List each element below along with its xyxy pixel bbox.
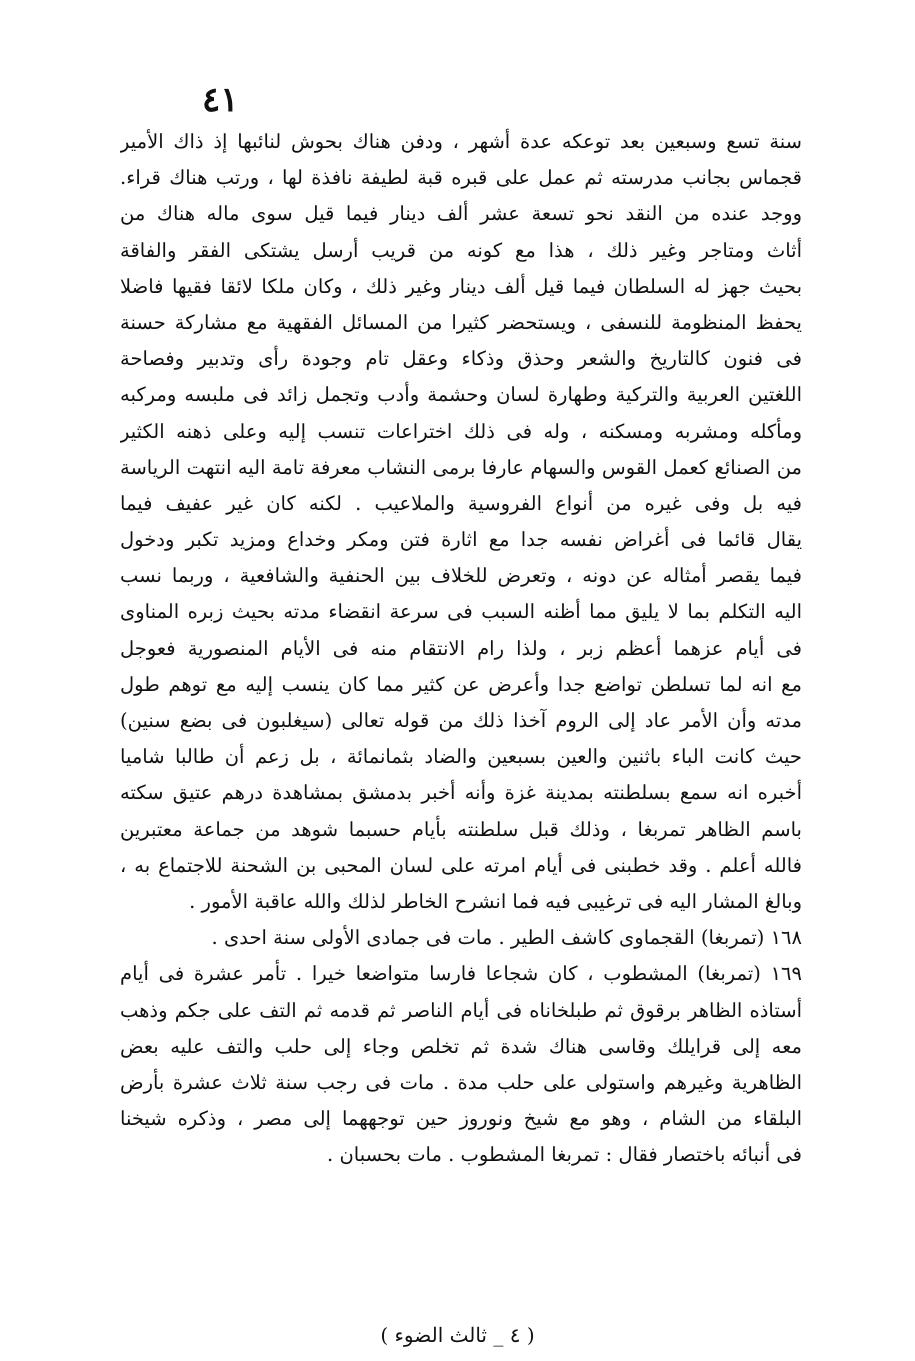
text-line: فى أيام عزهما أعظم زبر ، ولذا رام الانتقام منه فى الأيام المنصورية فعوجل bbox=[120, 636, 802, 660]
text-line: الظاهرية وغيرهم واستولى على حلب مدة . مات فى رجب سنة ثلاث عشرة بأرض bbox=[120, 1070, 802, 1094]
text-line: باسم الظاهر تمربغا ، وذلك قبل سلطنته بأيام حسبما شوهد من جماعة معتبرين bbox=[120, 817, 802, 841]
text-line: أخبره انه سمع بسلطنته بمدينة غزة وأنه أخبر بدمشق بمشاهدة درهم عتيق سكته bbox=[120, 781, 802, 805]
text-line: وبالغ المشار اليه فى ترغيبى فيه فما انشرح الخاطر لذلك والله عاقبة الأمور . bbox=[189, 889, 802, 913]
text-line: فى أنبائه باختصار فقال : تمربغا المشطوب . مات بحسبان . bbox=[327, 1143, 802, 1167]
text-line: فيما يقصر أمثاله عن دونه ، وتعرض للخلاف بين الحنفية والشافعية ، وربما نسب bbox=[120, 564, 802, 588]
entry-169-line: ١٦٩ (تمربغا) المشطوب ، كان شجاعا فارسا متواضعا خيرا . تأمر عشرة فى أيام bbox=[120, 962, 802, 986]
text-line: بحيث جهز له السلطان فيما قيل ألف دينار وغير ذلك ، وكان ملكا لائقا فقيها فاضلا bbox=[120, 274, 802, 298]
text-line: مدته وأن الأمر عاد إلى الروم آخذا ذلك من قوله تعالى (سيغلبون فى بضع سنين) bbox=[120, 709, 802, 732]
text-line: ومأكله ومشربه ومسكنه ، وله فى ذلك اختراعات تنسب إليه وعلى ذهنه الكثير bbox=[120, 419, 802, 443]
text-line: فالله أعلم . وقد خطبنى فى أيام امرته على لسان المحبى بن الشحنة للاجتماع به ، bbox=[120, 853, 802, 877]
entry-168-line: ١٦٨ (تمربغا) القجماوى كاشف الطير . مات فى جمادى الأولى سنة احدى . bbox=[211, 926, 802, 950]
text-line: سنة تسع وسبعين بعد توعكه عدة أشهر ، ودفن هناك بحوش لنائبها إذ ذاك الأمير bbox=[120, 130, 802, 153]
text-line: أستاذه الظاهر برقوق ثم طبلخاناه فى أيام الناصر ثم قدمه ثم التف على جكم وذهب bbox=[120, 998, 802, 1022]
text-line: من الصنائع كعمل القوس والسهام عارفا برمى النشاب معرفة تامة اليه انتهت الرياسة bbox=[120, 455, 802, 479]
text-line: مع انه لما تسلطن تواضع جدا وأعرض عن كثير مما كان ينسب إليه مع توهم طول bbox=[120, 672, 802, 696]
text-line: حيث كانت الباء باثنين والعين بسبعين والضاد بثمانمائة ، بل زعم أن طالبا شاميا bbox=[120, 745, 802, 769]
text-line: البلقاء من الشام ، وهو مع شيخ ونوروز حين توجههما إلى مصر ، وذكره شيخنا bbox=[120, 1107, 802, 1131]
text-line: أثاث ومتاجر وغير ذلك ، هذا مع كونه من قريب أرسل يشتكى الفقر والفاقة bbox=[120, 238, 802, 262]
text-line: معه إلى قرايلك وقاسى هناك شدة ثم تخلص وجاء إلى حلب والتف عليه بعض bbox=[120, 1034, 802, 1058]
text-line: يقال قائما فى أغراض نفسه جدا مع اثارة فتن ومكر وخداع ومزيد تكبر ودخول bbox=[120, 528, 802, 552]
text-line: فى فنون كالتاريخ والشعر وحذق وذكاء وعقل تام وجودة رأى وتدبير وفصاحة bbox=[120, 347, 802, 371]
text-line: فيه بل وفى غيره من أنواع الفروسية والملاعيب . لكنه كان غير عفيف فيما bbox=[120, 491, 802, 515]
text-line: اللغتين العربية والتركية وطهارة لسان وحشمة وأدب وتجمل زائد فى ملبسه ومركبه bbox=[120, 383, 802, 407]
text-line: يحفظ المنظومة للنسفى ، ويستحضر كثيرا من المسائل الفقهية مع مشاركة حسنة bbox=[120, 310, 802, 334]
page-number: ٤١ bbox=[202, 80, 239, 120]
text-line: اليه التكلم بما لا يليق مما أظنه السبب فى سرعة انقضاء مدته بحيث زبره المناوى bbox=[120, 600, 802, 624]
text-line: ووجد عنده من النقد نحو تسعة عشر ألف دينار فيما قيل سوى ماله هناك من bbox=[120, 202, 802, 226]
body-text bbox=[120, 124, 802, 1173]
text-line: قجماس بجانب مدرسته ثم عمل على قبره قبة لطيفة نافذة لها ، ورتب هناك قراء. bbox=[120, 166, 802, 190]
page-footer: ( ٤ _ ثالث الضوء ) bbox=[380, 1323, 535, 1347]
